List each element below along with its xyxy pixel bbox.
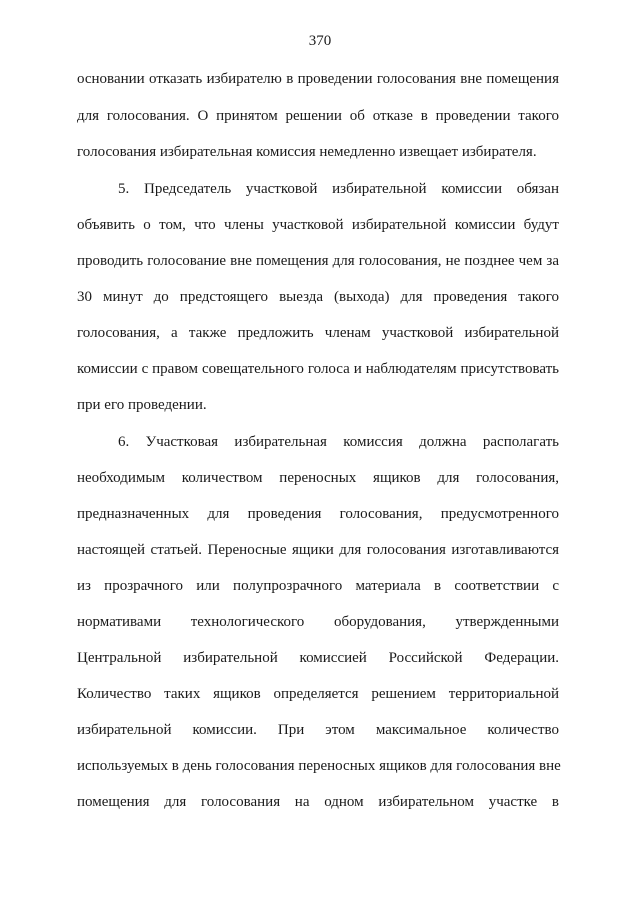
text-line: настоящей статьей. Переносные ящики для голосования изготавливаются (77, 542, 559, 558)
text-line: 5. Председатель участковой избирательной комиссии обязан (118, 181, 559, 197)
text-line: Количество таких ящиков определяется решением территориальной (77, 686, 559, 702)
text-line: нормативами технологического оборудования, утвержденными (77, 614, 559, 630)
text-line: из прозрачного или полупрозрачного материала в соответствии с (77, 578, 559, 594)
text-line: 30 минут до предстоящего выезда (выхода) для проведения такого (77, 289, 559, 305)
text-line: 6. Участковая избирательная комиссия должна располагать (118, 434, 559, 450)
text-line: проводить голосование вне помещения для голосования, не позднее чем за (77, 253, 559, 269)
text-line: Центральной избирательной комиссией Российской Федерации. (77, 650, 559, 666)
text-line: комиссии с правом совещательного голоса и наблюдателям присутствовать (77, 361, 559, 377)
text-line: основании отказать избирателю в проведении голосования вне помещения (77, 71, 559, 87)
text-line: предназначенных для проведения голосования, предусмотренного (77, 506, 559, 522)
text-line: используемых в день голосования переносных ящиков для голосования вне (77, 758, 561, 774)
text-line: объявить о том, что члены участковой избирательной комиссии будут (77, 217, 559, 233)
text-line: избирательной комиссии. При этом максимальное количество (77, 722, 559, 738)
text-line: голосования избирательная комиссия немедленно извещает избирателя. (77, 144, 537, 160)
text-line: голосования, а также предложить членам участковой избирательной (77, 325, 559, 341)
text-line: необходимым количеством переносных ящиков для голосования, (77, 470, 559, 486)
text-line: при его проведении. (77, 397, 207, 413)
page-number: 370 (308, 33, 332, 49)
text-line: помещения для голосования на одном избирательном участке в (77, 794, 559, 810)
text-line: для голосования. О принятом решении об отказе в проведении такого (77, 108, 559, 124)
